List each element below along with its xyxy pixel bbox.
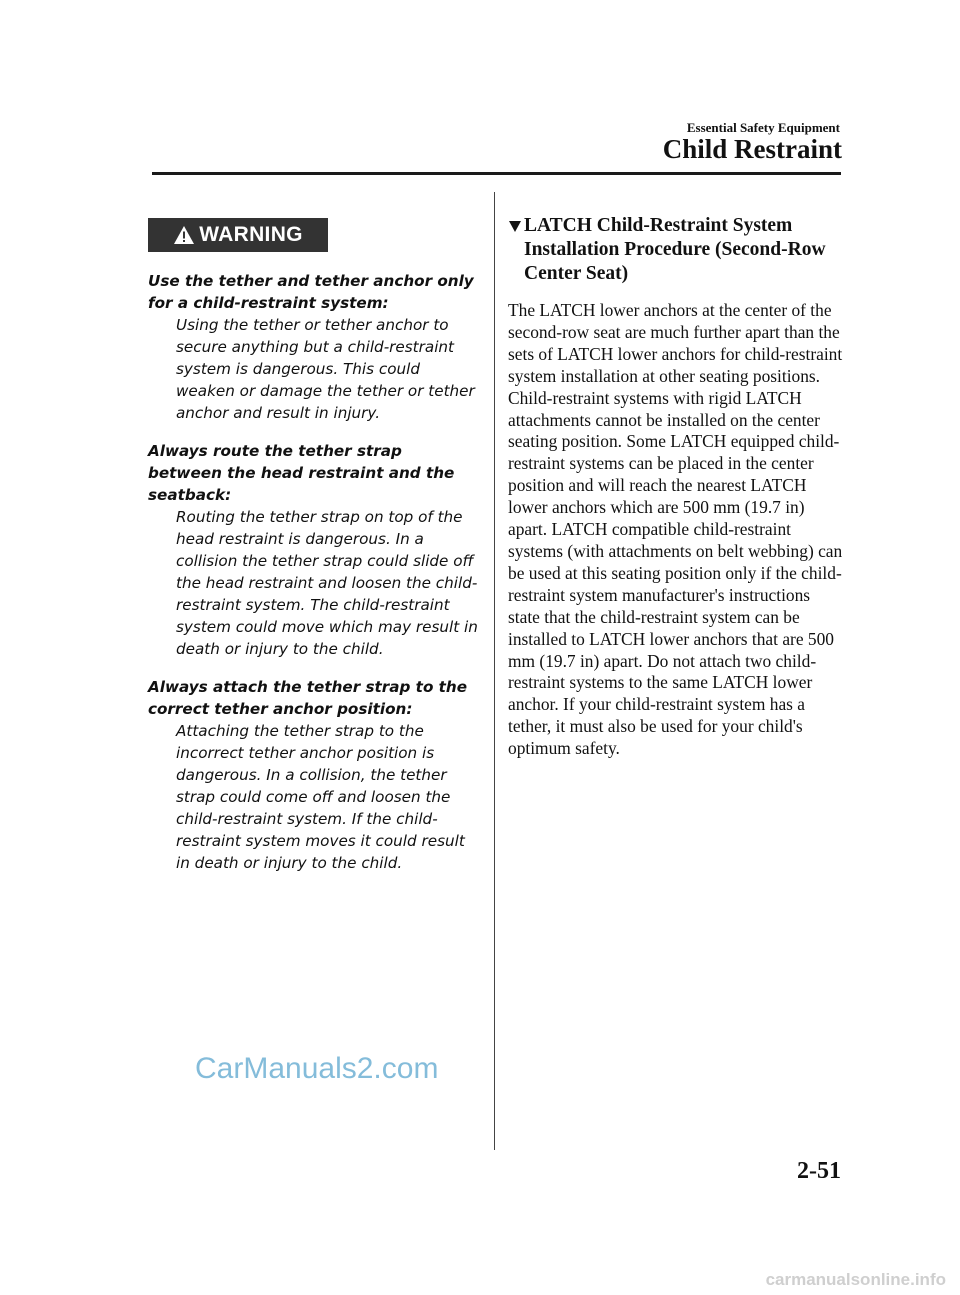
warning-item	[148, 270, 478, 424]
triangle-down-icon	[508, 219, 522, 233]
warning-banner	[148, 218, 328, 252]
watermark-logo: CarManuals2.com	[195, 1052, 439, 1085]
warning-column	[148, 218, 478, 890]
warning-item	[148, 440, 478, 660]
warning-heading: Always attach the tether strap to the correct tether anchor position:	[148, 678, 468, 718]
warning-body: Attaching the tether strap to the incorrect tether anchor position is dangerous. In a collision, the tether strap could come off and loosen the child-restraint system. If the child-restraint system moves it could result in death or injury to the child.	[176, 722, 465, 872]
warning-body: Routing the tether strap on top of the head restraint is dangerous. In a collision the tether strap could slide off the head restraint and loosen the child-restraint system. The child-restraint system could move which may result in death or injury to the child.	[176, 508, 478, 658]
warning-triangle-icon	[173, 225, 195, 245]
watermark-footer: carmanualsonline.info	[765, 1270, 946, 1289]
column-divider	[494, 192, 495, 1150]
procedure-column	[508, 214, 843, 760]
procedure-body: The LATCH lower anchors at the center of the second-row seat are much further apart than the sets of LATCH lower anchors for child-restraint system installation at other seating positions. Child-restraint systems with rigid LATCH attachments cannot be installed on the center seating position. Some LATCH equipped child-restraint systems can be placed in the center position and will reach the nearest LATCH lower anchors which are 500 mm (19.7 in) apart. LATCH compatible child-restraint systems (with attachments on belt webbing) can be used at this seating position only if the child-restraint system manufacturer's instructions state that the child-restraint system can be installed to LATCH lower anchors that are 500 mm (19.7 in) apart. Do not attach two child-restraint systems to the same LATCH lower anchor. If your child-restraint system has a tether, it must also be used for your child's optimum safety.	[508, 300, 843, 759]
warning-label: WARNING	[199, 223, 303, 246]
warning-heading: Always route the tether strap between the head restraint and the seatback:	[148, 442, 455, 504]
warning-heading: Use the tether and tether anchor only for a child-restraint system:	[148, 272, 474, 312]
procedure-heading-text: LATCH Child-Restraint System Installation Procedure (Second-Row Center Seat)	[524, 215, 826, 284]
header-rule	[152, 172, 841, 175]
warning-body: Using the tether or tether anchor to secure anything but a child-restraint system is dangerous. This could weaken or damage the tether or tether anchor and result in injury.	[176, 316, 475, 422]
procedure-heading	[508, 214, 843, 286]
section-kicker: Essential Safety Equipment	[686, 120, 840, 135]
warning-item	[148, 676, 478, 874]
page-number: 2-51	[797, 1158, 841, 1184]
section-title: Child Restraint	[662, 134, 842, 164]
